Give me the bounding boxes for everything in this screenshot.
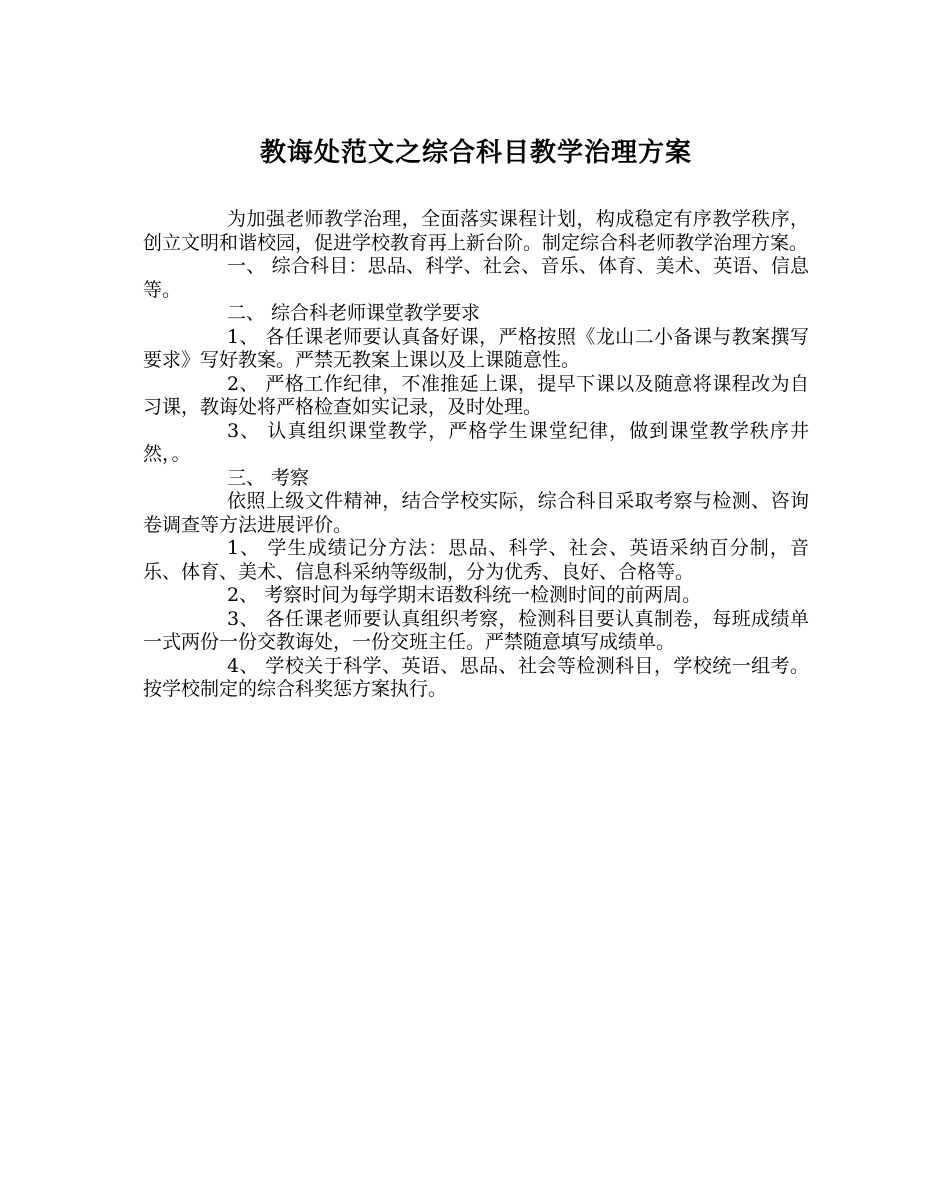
paragraph-section-2-heading: 二、 综合科老师课堂教学要求 xyxy=(227,302,481,324)
paragraph-intro: 为加强老师教学治理，全面落实课程计划，构成稳定有序教学秩序，创立文明和谐校园，促进学校教育再上新台阶。制定综合科老师教学治理方案。 xyxy=(143,208,809,254)
paragraph-section-3-item-2: 2、 考察时间为每学期末语数科统一检测时间的前两周。 xyxy=(227,584,702,606)
paragraph-section-3-heading: 三、 考察 xyxy=(227,466,310,489)
paragraph-section-3-item-1: 1、 学生成绩记分方法：思品、科学、社会、英语采纳百分制，音乐、体育、美术、信息科采纳等级制，分为优秀、良好、合格等。 xyxy=(143,537,809,583)
paragraph-section-2-item-3: 3、 认真组织课堂教学，严格学生课堂纪律，做到课堂教学秩序井然，。 xyxy=(143,419,809,465)
paragraph-section-1: 一、 综合科目：思品、科学、社会、音乐、体育、美术、英语、信息等。 xyxy=(143,255,809,301)
document-body xyxy=(143,208,809,702)
paragraph-section-2-item-1: 1、 各任课老师要认真备好课，严格按照《龙山二小备课与教案撰写要求》写好教案。严禁无教案上课以及上课随意性。 xyxy=(143,325,809,371)
paragraph-section-3-intro: 依照上级文件精神，结合学校实际，综合科目采取考察与检测、咨询卷调查等方法进展评价。 xyxy=(143,490,809,536)
paragraph-section-3-item-3: 3、 各任课老师要认真组织考察，检测科目要认真制卷，每班成绩单一式两份一份交教诲处，一份交班主任。严禁随意填写成绩单。 xyxy=(143,607,809,653)
paragraph-section-2-item-2: 2、 严格工作纪律，不准推延上课，提早下课以及随意将课程改为自习课，教诲处将严格检查如实记录，及时处理。 xyxy=(143,372,809,418)
paragraph-section-3-item-4: 4、 学校关于科学、英语、思品、社会等检测科目，学校统一组考。按学校制定的综合科奖惩方案执行。 xyxy=(143,654,809,700)
document-title: 教诲处范文之综合科目教学治理方案 xyxy=(259,138,692,168)
